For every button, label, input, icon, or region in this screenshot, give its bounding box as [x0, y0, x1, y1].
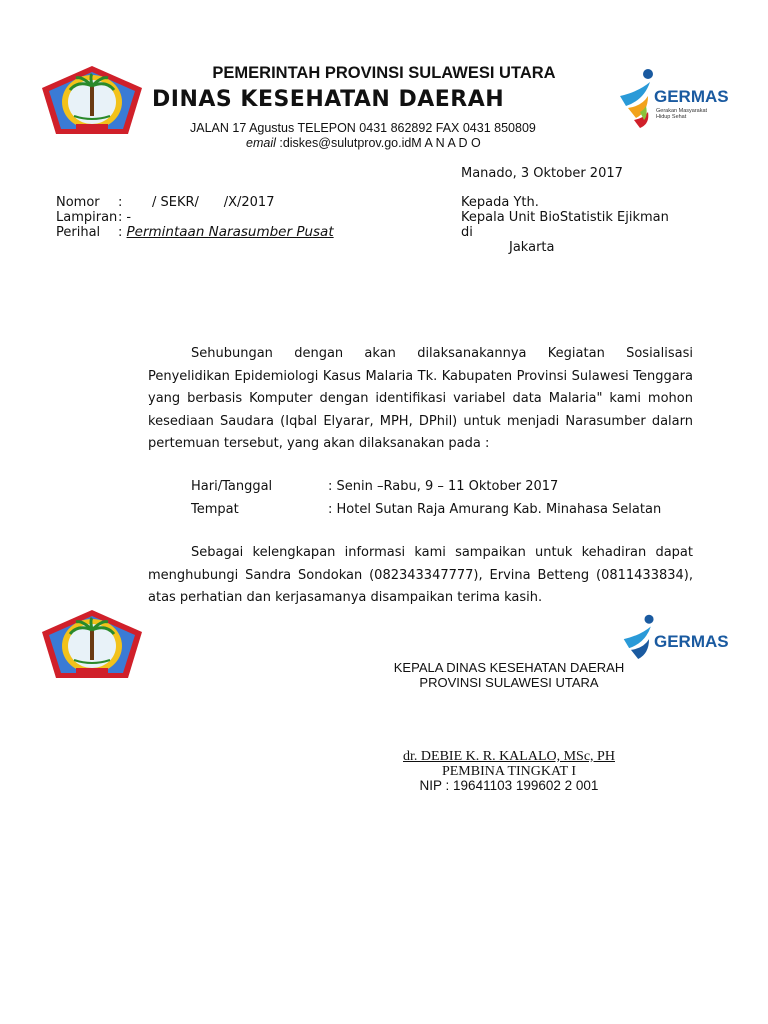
header-department-title: DINAS KESEHATAN DAERAH — [152, 87, 505, 112]
germas-tagline: Gerakan Masyarakat Hidup Sehat — [656, 108, 708, 120]
letter-meta — [56, 195, 334, 240]
header-address: JALAN 17 Agustus TELEPON 0431 862892 FAX 0431 850809 — [190, 121, 536, 135]
germas-logo — [618, 66, 729, 132]
germas-figure-icon — [618, 66, 658, 128]
signature-title-2: PROVINSI SULAWESI UTARA — [419, 675, 599, 690]
schedule-date-row: Hari/Tanggal : Senin –Rabu, 9 – 11 Oktober 2017 — [191, 479, 559, 494]
meta-nomor: Nomor : / SEKR/ /X/2017 — [56, 195, 275, 210]
meta-perihal: Perihal : Permintaan Narasumber Pusat — [56, 224, 334, 240]
header-government-line: PEMERINTAH PROVINSI SULAWESI UTARA — [212, 64, 556, 82]
signatory-rank: PEMBINA TINGKAT I — [441, 764, 577, 779]
signature-title-1: KEPALA DINAS KESEHATAN DAERAH — [393, 660, 625, 675]
header-email — [246, 136, 481, 150]
email-value: :diskes@sulutprov.go.idM A N A D O — [275, 136, 481, 150]
email-label: email — [246, 136, 276, 150]
meta-lampiran: Lampiran: - — [56, 210, 132, 225]
germas-logo-text: GERMAS — [654, 87, 729, 106]
germas-logo-text: GERMAS — [654, 632, 729, 651]
signatory-nip: NIP : 19641103 199602 2 001 — [419, 778, 599, 793]
body-paragraph-1: Sehubungan dengan akan dilaksanakannya Kegiatan Sosialisasi Penyelidikan Epidemiologi Kasus Malaria Tk. Kabupaten Provinsi Sulawesi Tenggara yang berbasis Komputer dengan identifikasi variabel data Malaria" kami mohon kesediaan Saudara (Iqbal Elyarar, MPH, DPhil) untuk menjadi Narasumber dalarn pertemuan tersebut, yang akan dilaksanakan pada : — [148, 346, 693, 451]
schedule — [191, 476, 661, 521]
province-seal-logo-bottom — [38, 608, 146, 680]
letter-date: Manado, 3 Oktober 2017 — [461, 166, 623, 181]
signatory-name: dr. DEBIE K. R. KALALO, MSc, PH — [403, 749, 615, 764]
schedule-place-row: Tempat : Hotel Sutan Raja Amurang Kab. Minahasa Selatan — [191, 501, 662, 517]
recipient-address: Kepada Yth. Kepala Unit BioStatistik Ejikman di Jakarta — [461, 195, 669, 255]
body-paragraph-2: Sebagai kelengkapan informasi kami sampaikan untuk kehadiran dapat menghubungi Sandra Sondokan (082343347777), Ervina Betteng (0811433834), atas perhatian dan kerjasamanya disampaikan terima kasih. — [148, 545, 693, 605]
